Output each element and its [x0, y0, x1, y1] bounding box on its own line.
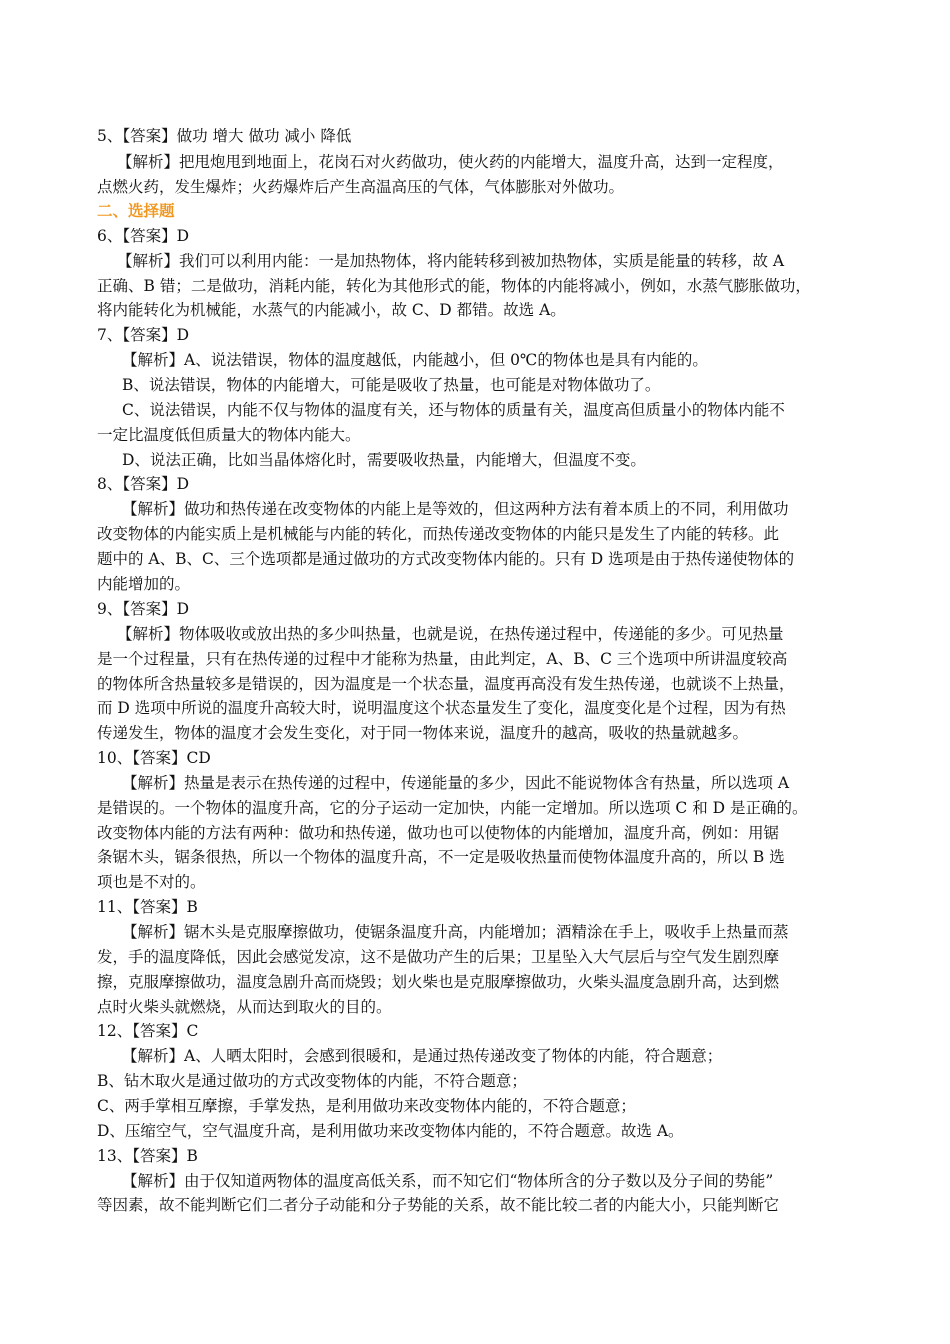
- answer-line-q11: 11、【答案】B: [97, 898, 198, 916]
- explanation-line: 等因素，故不能判断它们二者分子动能和分子势能的关系，故不能比较二者的内能大小，只能判断它: [97, 1196, 780, 1214]
- explanation-line: D、压缩空气，空气温度升高，是利用做功来改变物体内能的，不符合题意。故选 A。: [97, 1122, 684, 1140]
- explanation-line: 是一个过程量，只有在热传递的过程中才能称为热量，由此判定，A、B、C 三个选项中所讲温度较高: [97, 650, 788, 668]
- section-heading: 二、选择题: [97, 202, 175, 220]
- answer-line-q5: 5、【答案】做功 增大 做功 减小 降低: [97, 127, 352, 145]
- explanation-line: 点时火柴头就燃烧，从而达到取火的目的。: [97, 998, 392, 1016]
- explanation-line: 【解析】把甩炮甩到地面上，花岗石对火药做功，使火药的内能增大，温度升高，达到一定程度，: [117, 153, 784, 171]
- explanation-line: 发，手的温度降低，因此会感觉发凉，这不是做功产生的后果；卫星坠入大气层后与空气发生剧烈摩: [97, 948, 780, 966]
- explanation-line: 【解析】A、人晒太阳时，会感到很暖和，是通过热传递改变了物体的内能，符合题意；: [122, 1047, 723, 1065]
- explanation-line: 改变物体的内能实质上是机械能与内能的转化，而热传递改变物体的内能只是发生了内能的转移。此: [97, 525, 780, 543]
- explanation-line: 擦，克服摩擦做功，温度急剧升高而烧毁；划火柴也是克服摩擦做功，火柴头温度急剧升高，达到燃: [97, 973, 780, 991]
- explanation-line: 正确、B 错；二是做功，消耗内能，转化为其他形式的能，物体的内能将减小，例如，水蒸气膨胀做功，: [97, 277, 811, 295]
- explanation-line: 改变物体内能的方法有两种：做功和热传递，做功也可以使物体的内能增加，温度升高，例如：用锯: [97, 824, 780, 842]
- answer-line-q9: 9、【答案】D: [97, 600, 190, 618]
- explanation-line: 条锯木头，锯条很热，所以一个物体的温度升高，不一定是吸收热量而使物体温度升高的，所以 B 选: [97, 848, 785, 866]
- explanation-line: D、说法正确，比如当晶体熔化时，需要吸收热量，内能增大，但温度不变。: [122, 451, 646, 469]
- explanation-line: B、钻木取火是通过做功的方式改变物体的内能，不符合题意；: [97, 1072, 527, 1090]
- explanation-line: B、说法错误，物体的内能增大，可能是吸收了热量，也可能是对物体做功了。: [122, 376, 661, 394]
- answer-line-q6: 6、【答案】D: [97, 227, 190, 245]
- explanation-line: 一定比温度低但质量大的物体内能大。: [97, 426, 361, 444]
- explanation-line: 【解析】热量是表示在热传递的过程中，传递能量的多少，因此不能说物体含有热量，所以选项 A: [122, 774, 790, 792]
- explanation-line: 【解析】物体吸收或放出热的多少叫热量，也就是说，在热传递过程中，传递能的多少。可见热量: [117, 625, 784, 643]
- explanation-line: 传递发生，物体的温度才会发生变化，对于同一物体来说，温度升的越高，吸收的热量就越多。: [97, 724, 749, 742]
- explanation-line: 点燃火药，发生爆炸；火药爆炸后产生高温高压的气体，气体膨胀对外做功。: [97, 178, 625, 196]
- explanation-line: C、说法错误，内能不仅与物体的温度有关，还与物体的质量有关，温度高但质量小的物体内能不: [122, 401, 785, 419]
- answer-line-q7: 7、【答案】D: [97, 326, 190, 344]
- explanation-line: 将内能转化为机械能，水蒸气的内能减小，故 C、D 都错。故选 A。: [97, 301, 566, 319]
- explanation-line: 【解析】A、说法错误，物体的温度越低，内能越小，但 0℃的物体也是具有内能的。: [122, 351, 708, 369]
- explanation-line: 【解析】我们可以利用内能：一是加热物体，将内能转移到被加热物体，实质是能量的转移，故 A: [117, 252, 785, 270]
- answer-line-q8: 8、【答案】D: [97, 475, 190, 493]
- explanation-line: 而 D 选项中所说的温度升高较大时，说明温度这个状态量发生了变化，温度变化是个过程，因为有热: [97, 699, 786, 717]
- explanation-line: 【解析】做功和热传递在改变物体的内能上是等效的，但这两种方法有着本质上的不同，利用做功: [122, 500, 789, 518]
- explanation-line: 的物体所含热量较多是错误的，因为温度是一个状态量，温度再高没有发生热传递，也就谈不上热量，: [97, 675, 795, 693]
- answer-line-q13: 13、【答案】B: [97, 1147, 198, 1165]
- explanation-line: 题中的 A、B、C、三个选项都是通过做功的方式改变物体内能的。只有 D 选项是由于热传递使物体的: [97, 550, 795, 568]
- explanation-line: 内能增加的。: [97, 575, 191, 593]
- explanation-line: 项也是不对的。: [97, 873, 206, 891]
- explanation-line: 【解析】由于仅知道两物体的温度高低关系，而不知它们“物体所含的分子数以及分子间的势能”: [122, 1172, 774, 1190]
- explanation-line: 【解析】锯木头是克服摩擦做功，使锯条温度升高，内能增加；酒精涂在手上，吸收手上热量而蒸: [122, 923, 789, 941]
- explanation-line: 是错误的。一个物体的温度升高，它的分子运动一定加快，内能一定增加。所以选项 C 和 D 是正确的。: [97, 799, 808, 817]
- answer-line-q12: 12、【答案】C: [97, 1022, 199, 1040]
- explanation-line: C、两手掌相互摩擦，手掌发热，是利用做功来改变物体内能的，不符合题意；: [97, 1097, 636, 1115]
- answer-line-q10: 10、【答案】CD: [97, 749, 211, 767]
